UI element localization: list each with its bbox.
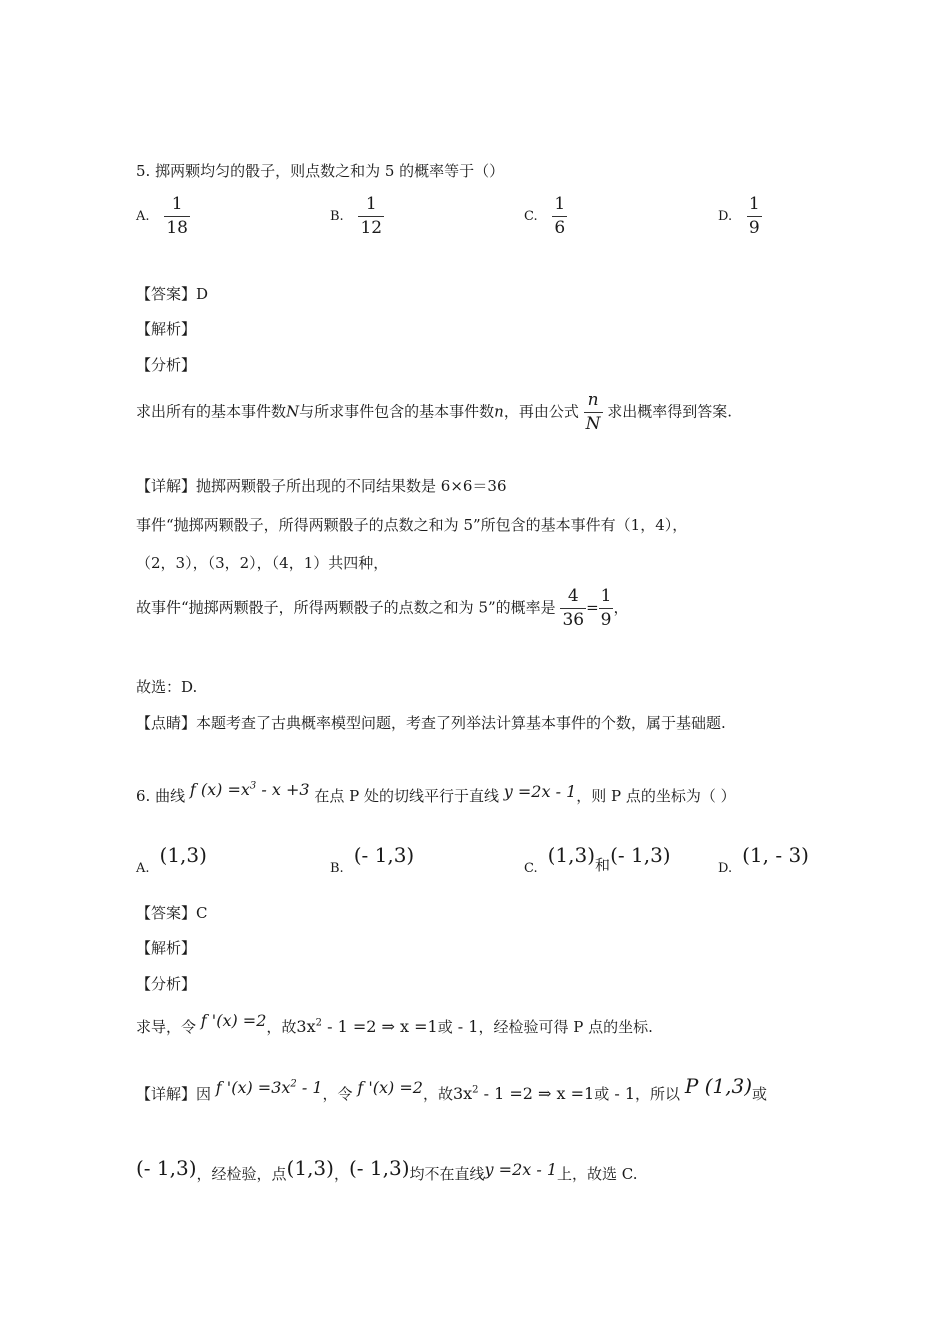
- value-minus-one: - 1: [609, 1084, 636, 1103]
- q5-detail-line4: [136, 588, 629, 629]
- q5-option-b: [330, 196, 384, 237]
- q5-choose: 故选：D.: [136, 678, 198, 696]
- or-word: 或: [752, 1085, 768, 1103]
- option-value: (- 1,3): [353, 843, 415, 867]
- function-expr-rest: - x +3: [256, 780, 310, 799]
- fraction-numerator: 1: [600, 586, 612, 606]
- q5-fenxi-heading: 【分析】: [136, 356, 197, 374]
- q6-line: y =2x - 1: [503, 782, 577, 801]
- q6-question: [136, 780, 736, 806]
- q5-option-c: [524, 196, 567, 237]
- point: (1,3): [286, 1156, 334, 1180]
- q5-analysis: [136, 392, 732, 433]
- q6-option-a: [136, 843, 207, 876]
- math-n: n: [494, 402, 504, 421]
- analysis-text: 求导，令: [136, 1018, 197, 1036]
- analysis-text: 与所求事件包含的基本事件数: [299, 402, 495, 421]
- derivative-expr: f '(x) =2: [200, 1011, 267, 1030]
- equation-part: - 1 =2 ⇒ x =1: [321, 1017, 438, 1036]
- derivative-expr: [216, 1078, 323, 1097]
- option-value: (1,3): [159, 843, 207, 867]
- equation-part: 3x: [452, 1084, 473, 1103]
- q6-mid: 在点 P 处的切线平行于直线: [314, 787, 499, 805]
- detail-text: ，: [613, 598, 629, 617]
- value-minus-one: - 1: [452, 1017, 479, 1036]
- derivative-part: f '(x) =3x: [215, 1078, 291, 1097]
- analysis-text: 求出所有的基本事件数: [136, 402, 287, 421]
- option-label: A.: [136, 209, 150, 224]
- analysis-text: ，故: [266, 1018, 297, 1036]
- detail-text: 【详解】因: [136, 1085, 212, 1103]
- detail-text: ，令: [322, 1085, 353, 1103]
- or-word: 或: [437, 1018, 453, 1036]
- option-label: A.: [136, 860, 150, 876]
- option-value: (1, - 3): [742, 843, 809, 867]
- derivative-exponent: 2: [290, 1078, 297, 1090]
- fraction-denominator: 9: [600, 610, 612, 630]
- q6-option-b: [330, 843, 415, 876]
- fraction-denominator: 18: [166, 218, 188, 238]
- probability-fraction: [560, 588, 586, 629]
- option-label: B.: [330, 860, 344, 876]
- q5-option-a: [136, 196, 190, 237]
- analysis-text: 求出概率得到答案.: [607, 402, 733, 421]
- option-fraction: [747, 196, 762, 237]
- derivative-part: - 1: [296, 1078, 323, 1097]
- q5-jiexi-heading: 【解析】: [136, 320, 197, 338]
- detail-text: 故事件“抛掷两颗骰子，所得两颗骰子的点数之和为 5”的概率是: [136, 598, 556, 617]
- detail-text: ，故: [422, 1085, 453, 1103]
- fraction-denominator: N: [585, 414, 601, 434]
- q5-option-d: [718, 196, 762, 237]
- option-fraction: [358, 196, 384, 237]
- function-expr: f (x) =x: [189, 780, 250, 799]
- q6-function: [190, 780, 310, 799]
- equation-part: - 1 =2 ⇒ x =1: [478, 1084, 595, 1103]
- q5-detail-line3: （2，3），（3，2），（4，1）共四种，: [136, 554, 389, 572]
- q6-fenxi-heading: 【分析】: [136, 975, 197, 993]
- q5-detail-line1: 【详解】抛掷两颗骰子所出现的不同结果数是 6×6＝36: [136, 477, 507, 495]
- q6-jiexi-heading: 【解析】: [136, 939, 197, 957]
- option-label: D.: [718, 209, 733, 224]
- point-p: P (1,3): [684, 1074, 753, 1098]
- line-expr: y =2x - 1: [484, 1160, 558, 1179]
- option-value: (1,3): [547, 843, 596, 867]
- equation: [296, 1017, 437, 1036]
- probability-fraction: [599, 588, 614, 629]
- analysis-text: ，经检验可得 P 点的坐标.: [478, 1018, 653, 1036]
- option-fraction: [552, 196, 567, 237]
- fraction-numerator: 4: [567, 586, 579, 606]
- fraction-numerator: n: [587, 390, 599, 410]
- q6-analysis: [136, 1011, 653, 1037]
- equation-exponent: 2: [315, 1017, 322, 1029]
- equation-exponent: 2: [472, 1084, 479, 1096]
- fraction-denominator: 12: [360, 218, 383, 238]
- fraction-denominator: 36: [562, 610, 585, 630]
- fraction-denominator: 6: [554, 218, 566, 238]
- q6-post: ，则 P 点的坐标为（ ）: [576, 787, 736, 805]
- detail-text: 均不在直线: [409, 1165, 485, 1183]
- equation: [453, 1084, 594, 1103]
- q5-detail-line2: 事件“抛掷两颗骰子，所得两颗骰子的点数之和为 5”所包含的基本事件有（1，4），: [136, 516, 688, 534]
- q6-option-d: [718, 843, 809, 876]
- derivative-expr: f '(x) =2: [357, 1078, 423, 1097]
- option-label: C.: [524, 860, 538, 876]
- q6-detail-line2: [136, 1156, 638, 1184]
- q6-prefix: 6. 曲线: [136, 787, 186, 805]
- fraction-numerator: 1: [554, 194, 566, 214]
- fraction-numerator: 1: [365, 194, 377, 214]
- detail-text: 上，故选 C.: [557, 1165, 638, 1183]
- q6-detail-line1: [136, 1074, 768, 1104]
- function-exponent: 3: [249, 780, 257, 792]
- option-value: (- 1,3): [610, 843, 671, 867]
- q5-answer: 【答案】D: [136, 285, 209, 303]
- math-N: N: [286, 402, 300, 421]
- option-label: D.: [718, 860, 733, 876]
- formula-fraction: [584, 392, 603, 433]
- q5-comment: 【点睛】本题考查了古典概率模型问题，考查了列举法计算基本事件的个数，属于基础题.: [136, 714, 726, 732]
- equation-part: 3x: [296, 1017, 316, 1036]
- and-word: 和: [595, 856, 611, 874]
- analysis-text: ，再由公式: [503, 402, 579, 421]
- detail-text: ，经检验，点: [196, 1165, 287, 1183]
- option-label: B.: [330, 209, 344, 224]
- option-label: C.: [524, 209, 538, 224]
- q6-option-c: [524, 843, 671, 876]
- detail-text: ，: [333, 1165, 349, 1183]
- fraction-numerator: 1: [171, 194, 183, 214]
- or-word: 或: [594, 1085, 610, 1103]
- fraction-numerator: 1: [748, 194, 760, 214]
- detail-text: ，所以: [635, 1085, 681, 1103]
- option-fraction: [164, 196, 190, 237]
- q6-answer: 【答案】C: [136, 904, 208, 922]
- equals-sign: =: [586, 598, 599, 617]
- point: (- 1,3): [136, 1156, 197, 1180]
- point: (- 1,3): [348, 1156, 410, 1180]
- fraction-denominator: 9: [748, 218, 760, 238]
- q5-question: 5. 掷两颗均匀的骰子，则点数之和为 5 的概率等于（）: [136, 162, 505, 180]
